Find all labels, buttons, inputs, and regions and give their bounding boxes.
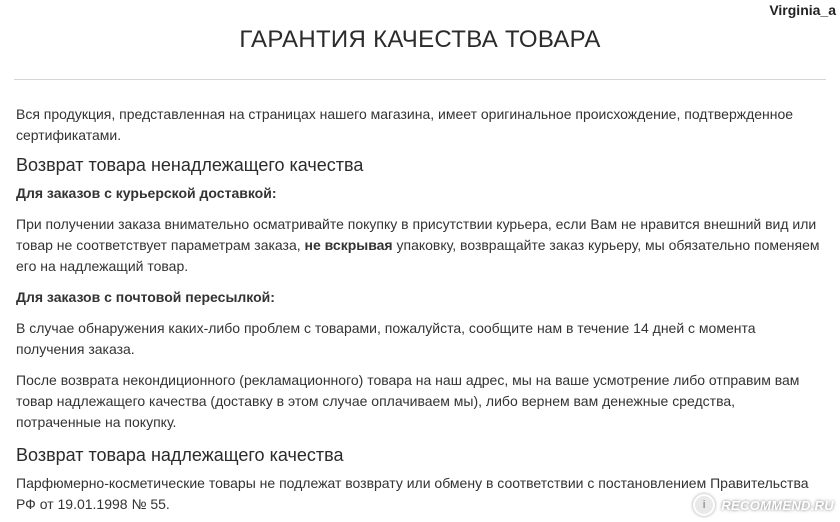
courier-delivery-title: Для заказов с курьерской доставкой: — [16, 185, 277, 201]
postal-paragraph-1: В случае обнаружения каких-либо проблем с товарами, пожалуйста, сообщите нам в течение 14 дней с момента получения заказа. — [16, 320, 756, 357]
intro-paragraph: Вся продукция, представленная на страницах нашего магазина, имеет оригинальное происхождение, подтвержденное сертификатами. — [16, 106, 794, 143]
courier-text-after: упаковку, возвращайте заказ курьеру, мы обязательно поменяем его на надлежащий товар. — [16, 237, 820, 274]
courier-delivery-paragraph — [16, 214, 824, 277]
content-area — [16, 104, 824, 515]
courier-text-before: При получении заказа внимательно осматривайте покупку в присутствии курьера, если Вам не нравится внешний вид или товар не соответствует параметрам заказа, — [16, 216, 817, 253]
page-title: ГАРАНТИЯ КАЧЕСТВА ТОВАРА — [239, 26, 601, 53]
recommend-logo-icon: i — [693, 494, 715, 516]
section-heading-proper: Возврат товара надлежащего качества — [16, 445, 344, 465]
recommend-site-label: RECOMMEND.RU — [721, 497, 834, 513]
section-heading-defective: Возврат товара ненадлежащего качества — [16, 155, 364, 175]
title-divider — [14, 79, 826, 80]
courier-text-bold: не вскрывая — [304, 237, 393, 253]
postal-delivery-title: Для заказов с почтовой пересылкой: — [16, 289, 275, 305]
postal-paragraph-2: После возврата некондиционного (рекламационного) товара на наш адрес, мы на ваше усмотрение либо отправим вам товар надлежащего качества (доставку в этом случае оплачиваем мы), либо вернем вам денежные средства, потраченные на покупку. — [16, 372, 800, 430]
watermark-username: Virginia_a — [769, 2, 836, 18]
cosmetics-paragraph: Парфюмерно-косметические товары не подлежат возврату или обмену в соответствии с постановлением Правительства РФ от 19.01.1998 № 55. — [16, 475, 809, 512]
recommend-watermark — [693, 494, 834, 516]
